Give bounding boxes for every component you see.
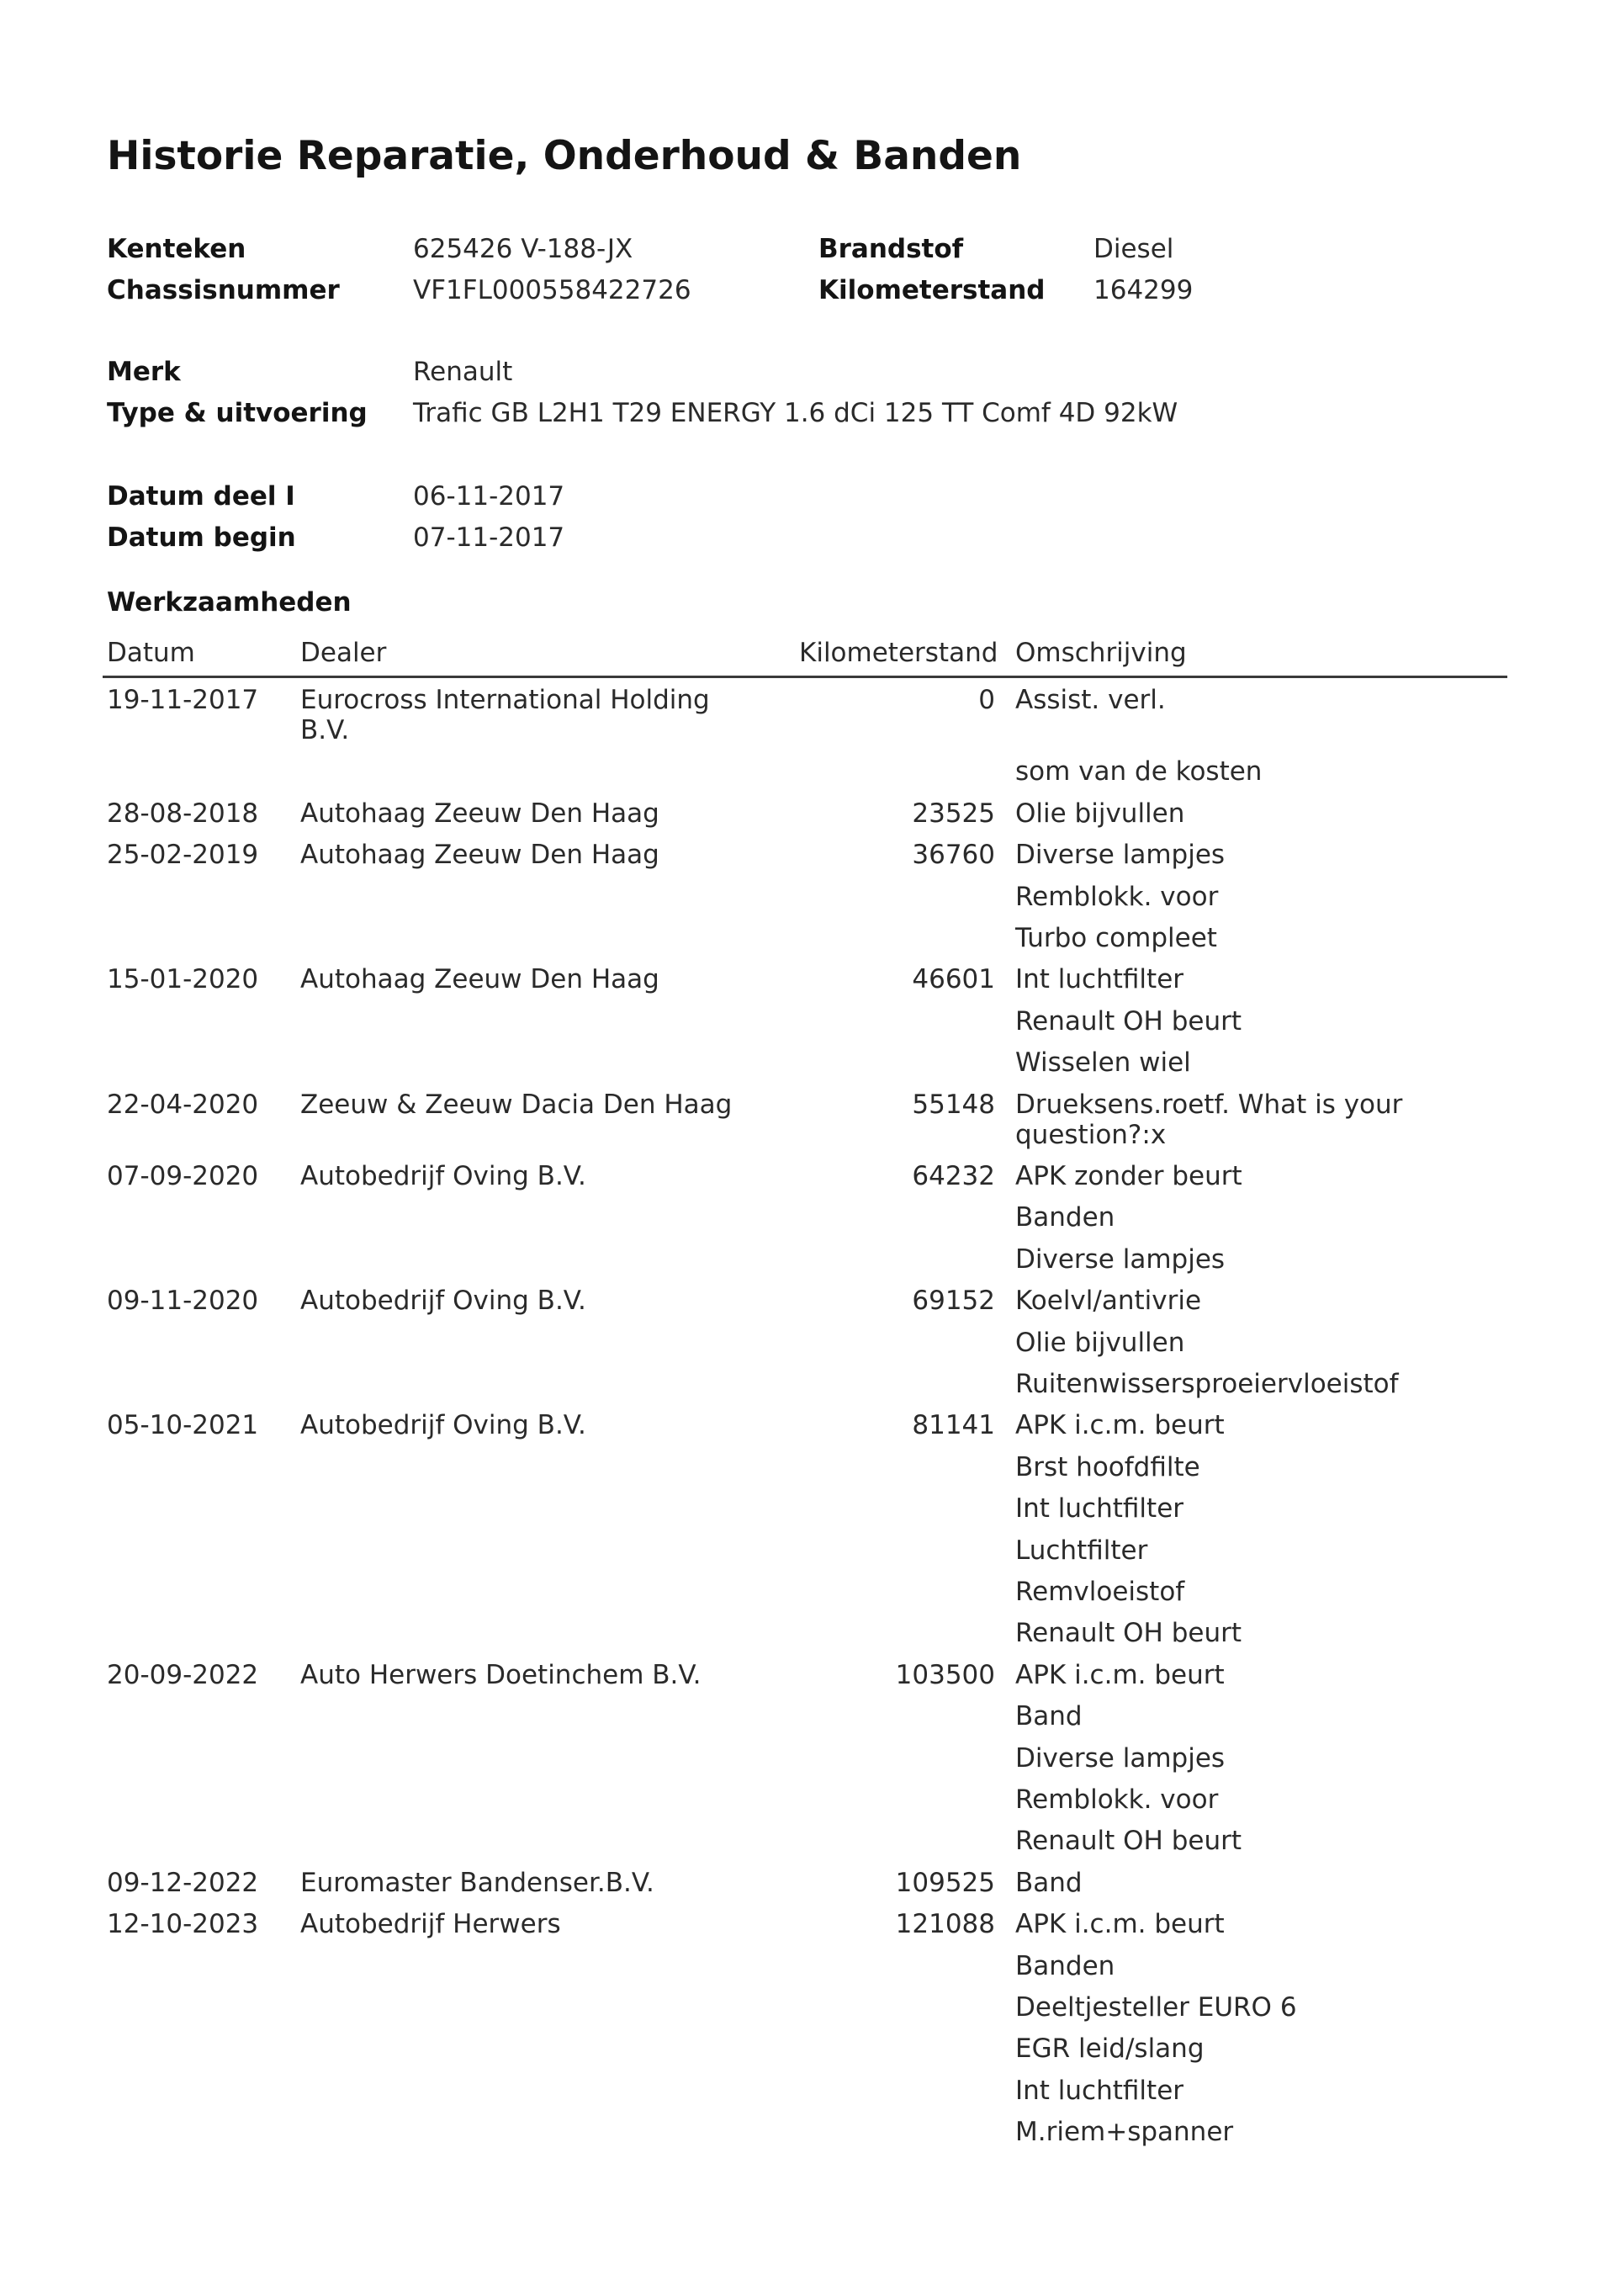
row-omschrijving: Assist. verl. <box>1015 685 1166 715</box>
chassis-label: Chassisnummer <box>107 275 340 305</box>
row-omschrijving: Remvloeistof <box>1015 1577 1185 1607</box>
row-datum: 09-12-2022 <box>107 1867 259 1898</box>
row-dealer: Autohaag Zeeuw Den Haag <box>300 840 659 871</box>
row-kilometerstand: 55148 <box>912 1089 995 1120</box>
col-kilometerstand: Kilometerstand <box>799 638 998 668</box>
row-kilometerstand: 121088 <box>895 1909 995 1940</box>
row-omschrijving: APK i.c.m. beurt <box>1015 1410 1225 1441</box>
brandstof-value: Diesel <box>1093 234 1174 264</box>
row-omschrijving: Renault OH beurt <box>1015 1618 1242 1649</box>
row-kilometerstand: 46601 <box>912 964 995 995</box>
row-omschrijving: Drueksens.roetf. What is your <box>1015 1089 1403 1120</box>
row-dealer: B.V. <box>300 715 350 745</box>
col-datum: Datum <box>107 638 195 668</box>
row-kilometerstand: 0 <box>978 685 995 715</box>
row-dealer: Autobedrijf Oving B.V. <box>300 1410 586 1441</box>
row-omschrijving: Remblokk. voor <box>1015 881 1219 912</box>
row-kilometerstand: 23525 <box>912 798 995 829</box>
row-dealer: Zeeuw & Zeeuw Dacia Den Haag <box>300 1089 733 1120</box>
row-dealer: Autohaag Zeeuw Den Haag <box>300 798 659 829</box>
kilometerstand-label: Kilometerstand <box>818 275 1046 305</box>
datum-deel1-value: 06-11-2017 <box>413 481 565 512</box>
row-omschrijving: Band <box>1015 1867 1083 1898</box>
datum-begin-value: 07-11-2017 <box>413 522 565 553</box>
row-omschrijving: Int luchtfilter <box>1015 1493 1184 1524</box>
row-omschrijving: APK zonder beurt <box>1015 1161 1242 1191</box>
row-datum: 15-01-2020 <box>107 964 259 995</box>
header-divider <box>103 676 1507 678</box>
row-datum: 09-11-2020 <box>107 1286 259 1317</box>
row-dealer: Autobedrijf Oving B.V. <box>300 1286 586 1317</box>
row-omschrijving: Olie bijvullen <box>1015 1327 1185 1358</box>
row-omschrijving: Diverse lampjes <box>1015 840 1226 871</box>
row-omschrijving: som van de kosten <box>1015 756 1263 787</box>
row-omschrijving: Turbo compleet <box>1015 923 1217 953</box>
row-kilometerstand: 36760 <box>912 840 995 871</box>
datum-begin-label: Datum begin <box>107 522 296 553</box>
row-omschrijving: Wisselen wiel <box>1015 1047 1191 1079</box>
col-omschrijving: Omschrijving <box>1015 638 1187 668</box>
row-omschrijving: Deeltjesteller EURO 6 <box>1015 1992 1297 2023</box>
row-dealer: Euromaster Bandenser.B.V. <box>300 1867 654 1898</box>
type-label: Type & uitvoering <box>107 398 368 428</box>
row-kilometerstand: 64232 <box>912 1161 995 1191</box>
row-dealer: Eurocross International Holding <box>300 685 710 715</box>
row-omschrijving: Remblokk. voor <box>1015 1784 1219 1815</box>
werkzaamheden-title: Werkzaamheden <box>107 587 352 618</box>
row-omschrijving: Banden <box>1015 1950 1115 1981</box>
row-datum: 07-09-2020 <box>107 1161 259 1191</box>
row-omschrijving: Koelvl/antivrie <box>1015 1286 1202 1317</box>
row-omschrijving: question?:x <box>1015 1119 1167 1150</box>
row-datum: 05-10-2021 <box>107 1410 259 1441</box>
row-omschrijving: Diverse lampjes <box>1015 1742 1226 1774</box>
row-kilometerstand: 81141 <box>912 1410 995 1441</box>
row-omschrijving: Renault OH beurt <box>1015 1826 1242 1857</box>
row-datum: 22-04-2020 <box>107 1089 259 1120</box>
row-datum: 19-11-2017 <box>107 685 259 715</box>
datum-deel1-label: Datum deel I <box>107 481 295 512</box>
row-omschrijving: APK i.c.m. beurt <box>1015 1659 1225 1690</box>
row-omschrijving: Int luchtfilter <box>1015 2075 1184 2106</box>
kenteken-label: Kenteken <box>107 234 246 264</box>
row-datum: 25-02-2019 <box>107 840 259 871</box>
row-omschrijving: Int luchtfilter <box>1015 964 1184 995</box>
row-omschrijving: Band <box>1015 1701 1083 1732</box>
row-omschrijving: Luchtfilter <box>1015 1535 1148 1566</box>
row-dealer: Autohaag Zeeuw Den Haag <box>300 964 659 995</box>
row-omschrijving: Diverse lampjes <box>1015 1243 1226 1275</box>
row-datum: 20-09-2022 <box>107 1659 259 1690</box>
row-kilometerstand: 103500 <box>895 1659 995 1690</box>
row-omschrijving: Renault OH beurt <box>1015 1005 1242 1037</box>
merk-label: Merk <box>107 357 181 387</box>
row-datum: 28-08-2018 <box>107 798 259 829</box>
row-dealer: Autobedrijf Oving B.V. <box>300 1161 586 1191</box>
row-omschrijving: Ruitenwissersproeiervloeistof <box>1015 1369 1399 1399</box>
row-kilometerstand: 109525 <box>895 1867 995 1898</box>
row-omschrijving: Banden <box>1015 1202 1115 1233</box>
row-omschrijving: M.riem+spanner <box>1015 2117 1234 2148</box>
row-omschrijving: Brst hoofdfilte <box>1015 1451 1200 1482</box>
row-kilometerstand: 69152 <box>912 1286 995 1317</box>
kilometerstand-value: 164299 <box>1093 275 1194 305</box>
merk-value: Renault <box>413 357 513 387</box>
row-datum: 12-10-2023 <box>107 1909 259 1940</box>
row-dealer: Autobedrijf Herwers <box>300 1909 561 1940</box>
row-dealer: Auto Herwers Doetinchem B.V. <box>300 1659 702 1690</box>
kenteken-value: 625426 V-188-JX <box>413 234 633 264</box>
page-title: Historie Reparatie, Onderhoud & Banden <box>107 133 1022 179</box>
row-omschrijving: Olie bijvullen <box>1015 798 1185 829</box>
row-omschrijving: APK i.c.m. beurt <box>1015 1909 1225 1940</box>
type-value: Trafic GB L2H1 T29 ENERGY 1.6 dCi 125 TT Comf 4D 92kW <box>413 398 1178 428</box>
chassis-value: VF1FL000558422726 <box>413 275 691 305</box>
col-dealer: Dealer <box>300 638 387 668</box>
brandstof-label: Brandstof <box>818 234 964 264</box>
row-omschrijving: EGR leid/slang <box>1015 2034 1205 2065</box>
